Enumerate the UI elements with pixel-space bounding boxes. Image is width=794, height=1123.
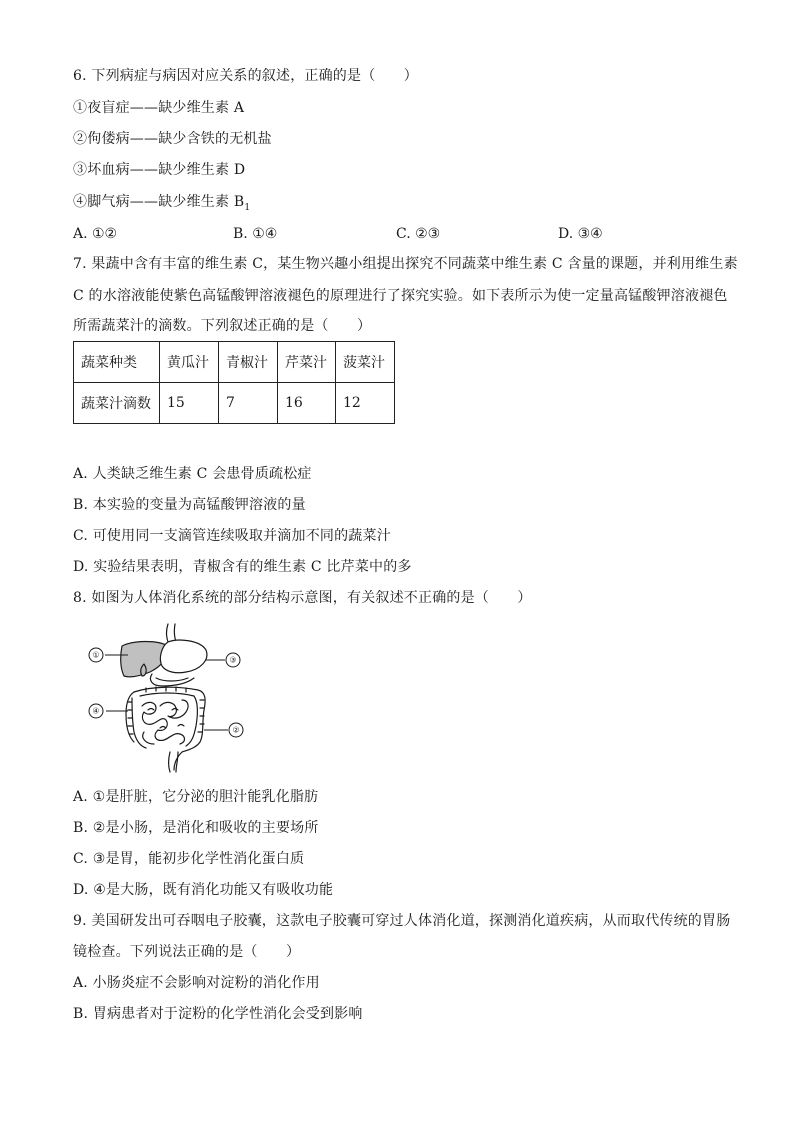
q7-option-c: C. 可使用同一支滴管连续吸取并滴加不同的蔬菜汁 bbox=[73, 528, 391, 544]
label-1: ① bbox=[92, 650, 100, 660]
q6-item-2: ②佝偻病——缺少含铁的无机盐 bbox=[73, 131, 272, 147]
q7-stem-line-2: C 的水溶液能使紫色高锰酸钾溶液褪色的原理进行了探究实验。如下表所示为使一定量高锰酸钾溶液褪色 bbox=[73, 288, 728, 304]
q9-stem-line-2: 镜检查。下列说法正确的是（ ） bbox=[73, 944, 301, 960]
table-header-cell: 黄瓜汁 bbox=[160, 342, 219, 383]
q6-options bbox=[73, 224, 713, 244]
stomach-shape bbox=[160, 640, 206, 673]
q7-stem-line-3: 所需蔬菜汁的滴数。下列叙述正确的是（ ） bbox=[73, 318, 372, 334]
table-cell: 15 bbox=[160, 383, 219, 424]
q8-stem: 8. 如图为人体消化系统的部分结构示意图，有关叙述不正确的是（ ） bbox=[73, 590, 532, 606]
q7-stem-line-1: 7. 果蔬中含有丰富的维生素 C，某生物兴趣小组提出探究不同蔬菜中维生素 C 含量的课题，并利用维生素 bbox=[73, 256, 738, 272]
q8-option-d: D. ④是大肠，既有消化功能又有吸收功能 bbox=[73, 882, 334, 898]
q6-item-4-subscript: 1 bbox=[244, 202, 251, 213]
q6-option-a: A. ①② bbox=[73, 226, 118, 242]
digestive-system-diagram bbox=[82, 622, 252, 774]
q9-option-a: A. 小肠炎症不会影响对淀粉的消化作用 bbox=[73, 975, 320, 991]
digestive-system-illustration bbox=[82, 622, 252, 774]
q7-option-d: D. 实验结果表明，青椒含有的维生素 C 比芹菜中的多 bbox=[73, 559, 412, 575]
q8-option-b: B. ②是小肠，是消化和吸收的主要场所 bbox=[73, 820, 319, 836]
table-cell: 16 bbox=[278, 383, 336, 424]
q8-option-c: C. ③是胃，能初步化学性消化蛋白质 bbox=[73, 851, 305, 867]
q7-option-b: B. 本实验的变量为高锰酸钾溶液的量 bbox=[73, 497, 306, 513]
table-cell: 蔬菜汁滴数 bbox=[74, 383, 160, 424]
label-3: ③ bbox=[229, 655, 237, 665]
q6-stem: 6. 下列病症与病因对应关系的叙述，正确的是（ ） bbox=[73, 68, 419, 84]
table-cell: 7 bbox=[219, 383, 278, 424]
label-4: ④ bbox=[92, 706, 100, 716]
table-header-cell: 菠菜汁 bbox=[336, 342, 395, 383]
q9-option-b: B. 胃病患者对于淀粉的化学性消化会受到影响 bbox=[73, 1006, 363, 1022]
q6-item-1: ①夜盲症——缺少维生素 A bbox=[73, 100, 245, 116]
small-intestine-shape bbox=[142, 700, 188, 744]
table-header-row bbox=[74, 342, 395, 383]
label-2: ② bbox=[232, 725, 240, 735]
q6-option-d: D. ③④ bbox=[558, 226, 603, 242]
table-cell: 12 bbox=[336, 383, 395, 424]
q6-option-c: C. ②③ bbox=[396, 226, 441, 242]
q7-option-a: A. 人类缺乏维生素 C 会患骨质疏松症 bbox=[73, 466, 312, 482]
q8-option-a: A. ①是肝脏，它分泌的胆汁能乳化脂肪 bbox=[73, 789, 319, 805]
table-row bbox=[74, 383, 395, 424]
table-header-cell: 青椒汁 bbox=[219, 342, 278, 383]
q6-item-3: ③坏血病——缺少维生素 D bbox=[73, 162, 246, 178]
q6-item-4-text: ④脚气病——缺少维生素 B bbox=[73, 194, 245, 210]
q6-option-b: B. ①④ bbox=[233, 226, 278, 242]
vegetable-juice-table bbox=[73, 341, 395, 424]
q6-item-4 bbox=[73, 192, 250, 218]
q9-stem-line-1: 9. 美国研发出可吞咽电子胶囊，这款电子胶囊可穿过人体消化道，探测消化道疾病，从而取代传统的胃肠 bbox=[73, 913, 731, 929]
table-header-cell: 芹菜汁 bbox=[278, 342, 336, 383]
table-header-cell: 蔬菜种类 bbox=[74, 342, 160, 383]
